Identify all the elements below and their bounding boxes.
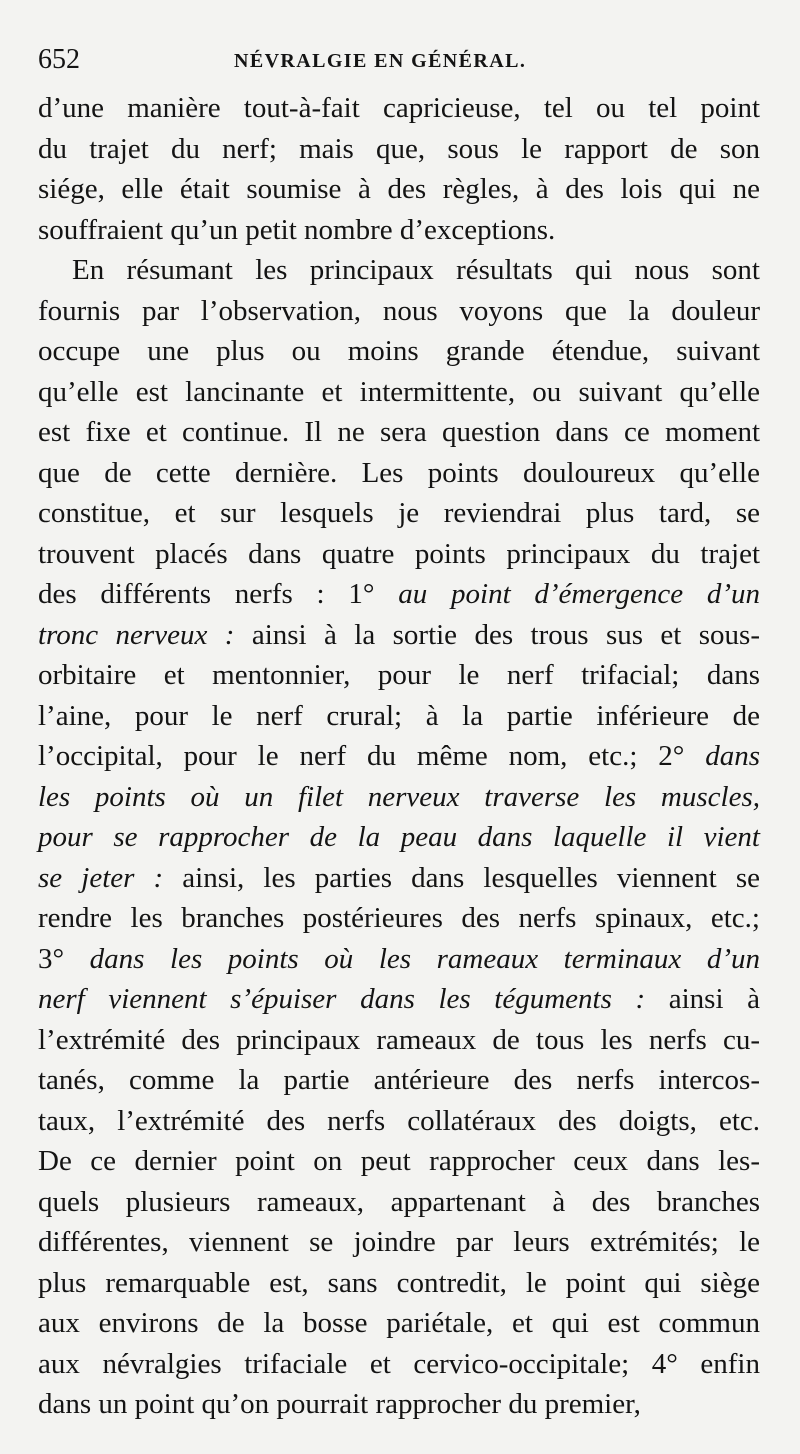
text-segment: ainsi à la sortie des trous sus et sous- bbox=[234, 618, 760, 651]
text-line bbox=[38, 939, 760, 980]
text-segment: trouvent placés dans quatre points principaux du trajet bbox=[38, 537, 760, 570]
text-line bbox=[38, 291, 760, 332]
text-line bbox=[38, 898, 760, 939]
text-line bbox=[38, 412, 760, 453]
text-segment: En résumant les principaux résultats qui nous sont bbox=[72, 254, 760, 286]
text-line bbox=[38, 777, 760, 818]
text-segment: est fixe et continue. Il ne sera question dans ce moment bbox=[38, 416, 760, 448]
italic-text-segment: se jeter : bbox=[38, 861, 164, 894]
text-segment: qu’elle est lancinante et intermittente, ou suivant qu’elle bbox=[38, 375, 760, 408]
text-segment: 3° bbox=[38, 942, 90, 975]
italic-text-segment: au point d’émergence d’un bbox=[398, 578, 760, 610]
text-segment: rendre les branches postérieures des nerfs spinaux, etc.; bbox=[38, 902, 760, 934]
text-line bbox=[38, 88, 760, 129]
text-line bbox=[38, 979, 760, 1020]
text-line bbox=[38, 493, 760, 534]
text-line bbox=[38, 1182, 760, 1223]
text-line bbox=[38, 736, 760, 777]
text-segment: différentes, viennent se joindre par leurs extrémités; le bbox=[38, 1226, 760, 1258]
text-line bbox=[38, 858, 760, 899]
text-line bbox=[38, 169, 760, 210]
text-segment: ainsi, les parties dans lesquelles viennent se bbox=[163, 861, 760, 894]
text-line bbox=[38, 1384, 760, 1425]
text-segment: plus remarquable est, sans contredit, le point qui siège bbox=[38, 1266, 760, 1299]
text-line bbox=[38, 1020, 760, 1061]
text-segment: dans un point qu’on pourrait rapprocher du premier, bbox=[38, 1388, 641, 1420]
text-line bbox=[38, 696, 760, 737]
italic-text-segment: dans les points où les rameaux terminaux d’un bbox=[89, 942, 760, 975]
text-segment: l’extrémité des principaux rameaux de tous les nerfs cu- bbox=[38, 1023, 760, 1056]
text-segment: taux, l’extrémité des nerfs collatéraux des doigts, etc. bbox=[38, 1104, 760, 1137]
body-text bbox=[38, 88, 760, 1425]
text-segment: aux environs de la bosse pariétale, et qui est commun bbox=[38, 1307, 760, 1339]
text-line bbox=[38, 615, 760, 656]
italic-text-segment: pour se rapprocher de la peau dans laquelle il vient bbox=[38, 821, 760, 853]
text-segment: souffraient qu’un petit nombre d’exceptions. bbox=[38, 213, 556, 246]
text-segment: De ce dernier point on peut rapprocher ceux dans les- bbox=[38, 1145, 760, 1177]
text-segment: des différents nerfs : 1° bbox=[38, 578, 399, 610]
text-segment: constitue, et sur lesquels je reviendrai plus tard, se bbox=[38, 497, 760, 529]
italic-text-segment: tronc nerveux : bbox=[38, 618, 235, 651]
text-line bbox=[38, 574, 760, 615]
running-title: NÉVRALGIE EN GÉNÉRAL. bbox=[234, 50, 527, 72]
text-segment: que de cette dernière. Les points douloureux qu’elle bbox=[38, 456, 760, 489]
text-line bbox=[38, 1222, 760, 1263]
text-segment: occupe une plus ou moins grande étendue, suivant bbox=[38, 335, 760, 367]
text-line bbox=[38, 129, 760, 170]
text-line bbox=[38, 1101, 760, 1142]
text-line bbox=[38, 372, 760, 413]
page-header bbox=[30, 44, 770, 84]
italic-text-segment: nerf viennent s’épuiser dans les téguments : bbox=[38, 983, 646, 1015]
text-line bbox=[38, 1060, 760, 1101]
italic-text-segment: dans bbox=[705, 740, 760, 772]
text-line bbox=[38, 1263, 760, 1304]
text-line bbox=[38, 1303, 760, 1344]
text-line bbox=[38, 250, 760, 291]
text-segment: aux névralgies trifaciale et cervico-occipitale; 4° enfin bbox=[38, 1347, 760, 1380]
text-segment: d’une manière tout-à-fait capricieuse, tel ou tel point bbox=[38, 92, 760, 124]
text-segment: tanés, comme la partie antérieure des nerfs intercos- bbox=[38, 1064, 760, 1096]
text-line bbox=[38, 817, 760, 858]
text-segment: l’aine, pour le nerf crural; à la partie inférieure de bbox=[38, 699, 760, 732]
italic-text-segment: les points où un filet nerveux traverse les muscles, bbox=[38, 780, 760, 813]
text-line bbox=[38, 1141, 760, 1182]
text-line bbox=[38, 534, 760, 575]
text-segment: ainsi à bbox=[645, 983, 760, 1015]
text-segment: du trajet du nerf; mais que, sous le rapport de son bbox=[38, 132, 760, 165]
text-segment: siége, elle était soumise à des règles, à des lois qui ne bbox=[38, 173, 760, 205]
text-line bbox=[38, 453, 760, 494]
text-segment: quels plusieurs rameaux, appartenant à des branches bbox=[38, 1185, 760, 1218]
page-number: 652 bbox=[38, 44, 80, 75]
text-line bbox=[38, 1344, 760, 1385]
text-segment: l’occipital, pour le nerf du même nom, etc.; 2° bbox=[38, 740, 706, 772]
text-segment: fournis par l’observation, nous voyons que la douleur bbox=[38, 294, 760, 327]
text-line bbox=[38, 210, 760, 251]
text-segment: orbitaire et mentonnier, pour le nerf trifacial; dans bbox=[38, 659, 760, 691]
text-line bbox=[38, 331, 760, 372]
text-line bbox=[38, 655, 760, 696]
